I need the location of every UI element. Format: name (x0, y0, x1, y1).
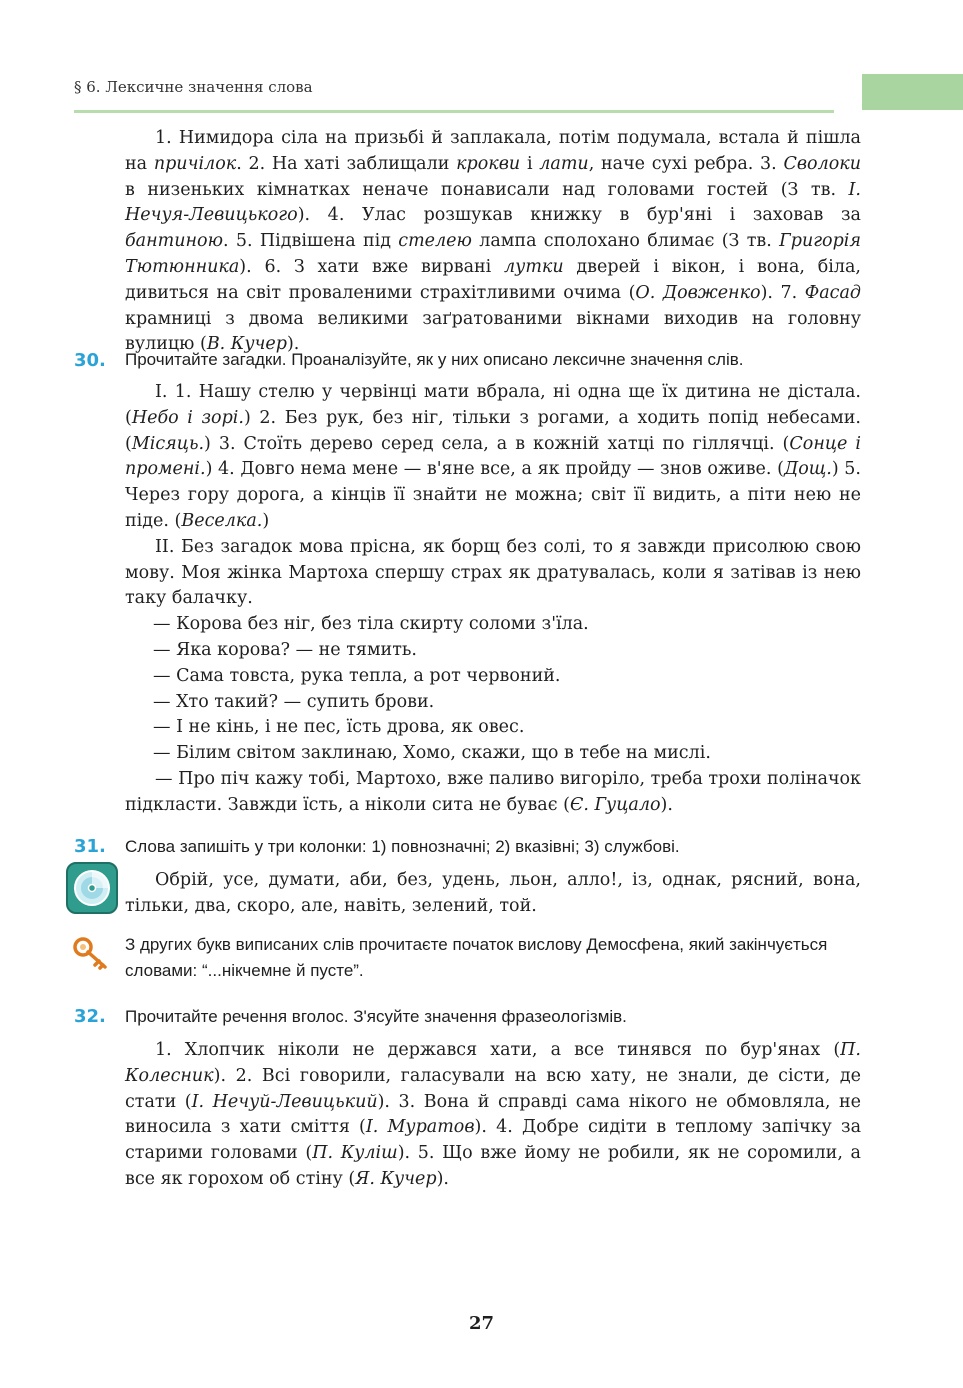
key-icon (72, 934, 112, 974)
task-30-riddles: І. 1. Нашу стелю у червінці мати вбрала, ні одна ще їх дитина не дістала. (Небо і зорі.) 2. Без рук, без ніг, тільки з рогами, а ходить попід небесами. (Місяць.) 3. Стоїть дерево серед села, а в кожній хатці по гіллячці. (Сонце і промені.) 4. Довго нема мене — в'яне все, а як пройду — знов оживе. (Дощ.) 5. Через гору дорога, а кінців її знайти не можна; світ її видить, а піти нею не піде. (Веселка.) ІІ. Без загадок мова прісна, як борщ без солі, то я завжди присолюю свою мову. Моя жінка Мартоха спершу страх як дратувалась, коли я затівав із нею таку балачку. — Корова без ніг, без тіла скирту соломи з'їла. — Яка корова? — не тямить. — Сама товста, рука тепла, а рот червоний. — Хто такий? — супить брови. — І не кінь, і не пес, їсть дрова, як овес. — Білим світом заклинаю, Хомо, скажи, що в тебе на мислі. — Про піч кажу тобі, Мартохо, вже паливо вигоріло, треба трохи поліначок підкласти. Завжди їсть, а ніколи сита не буває (Є. Гуцало). (125, 380, 861, 819)
dialog-line: — І не кінь, і не пес, їсть дрова, як овес. (153, 717, 525, 738)
header-tab (862, 74, 963, 110)
task-number-30: 30. (74, 350, 106, 371)
key-task-text: З других букв виписаних слів прочитаєте початок вислову Демосфена, який закінчується словами: “...нікчемне й пусте”. (125, 935, 828, 980)
task-32-text: 1. Хлопчик ніколи не держався хати, а все тинявся по бур'янах (П. Колесник). 2. Всі говорили, галасували на всю хату, не знали, де сісти, де стати (І. Нечуй-Левицький). 3. Вона й справді сама нікого не обмовляла, не виносила з хати сміття (І. Муратов). 4. Добре сидіти в теплому запічку за старими головами (П. Куліш). 5. Що вже йому не робили, як не соромили, а все як горохом об стіну (Я. Кучер). (125, 1040, 861, 1189)
dialog-line: — Корова без ніг, без тіла скирту соломи з'їла. (153, 614, 589, 635)
task-31-instruction: Слова запишіть у три колонки: 1) повнозначні; 2) вказівні; 3) службові. (125, 837, 680, 856)
dialog-last: — Про піч кажу тобі, Мартохо, вже паливо вигоріло, треба трохи поліначок підкласти. Завжди їсть, а ніколи сита не буває (Є. Гуцало). (125, 768, 861, 815)
dialog-line: — Білим світом заклинаю, Хомо, скажи, що в тебе на мислі. (153, 743, 711, 764)
task-30-part-ii: ІІ. Без загадок мова прісна, як борщ без солі, то я завжди присолюю свою мову. Моя жінка Мартоха спершу страх як дратувалась, коли я затівав із нею таку балачку. (125, 536, 861, 609)
dialog-line: — Хто такий? — супить брови. (153, 691, 435, 712)
exercise-29-text: 1. Нимидора сіла на призьбі й заплакала, потім подумала, встала й пішла на причілок. 2. На хаті заблищали крокви і лати, наче сухі ребра. 3. Сволоки в низеньких кімнатках неначе понависали над головами гостей (З тв. І. Нечуя-Левицького). 4. Улас розшукав книжку в бур'яні і заховав за бантиною. 5. Підвішена під стелею лампа сполохано блимає (З тв. Григорія Тютюнника). 6. З хати вже вирвані лутки дверей і вікон, і вона, біла, дивиться на світ проваленими страхітливими очима (О. Довженко). 7. Фасад крамниці з двома великими заґратованими вікнами виходив на головну вулицю (В. Кучер). (125, 128, 862, 355)
section-title: § 6. Лексичне значення слова (74, 78, 313, 96)
task-number-32: 32. (74, 1006, 106, 1027)
task-31-words: Обрій, усе, думати, аби, без, удень, льон, алло!, із, однак, рясний, вона, тільки, два, скоро, але, навіть, зелений, той. (125, 870, 861, 916)
dialog-line: — Яка корова? — не тямить. (153, 639, 417, 660)
dialog-line: — Сама товста, рука тепла, а рот червоний. (153, 665, 561, 686)
header-rule (74, 110, 834, 113)
page-header (74, 78, 834, 96)
task-32-instruction: Прочитайте речення вголос. З'ясуйте значення фразеологізмів. (125, 1007, 627, 1026)
task-30-instruction: Прочитайте загадки. Проаналізуйте, як у них описано лексичне значення слів. (125, 350, 744, 369)
page-number: 27 (468, 1313, 495, 1334)
task-number-31: 31. (74, 836, 106, 857)
disc-icon (66, 862, 118, 914)
